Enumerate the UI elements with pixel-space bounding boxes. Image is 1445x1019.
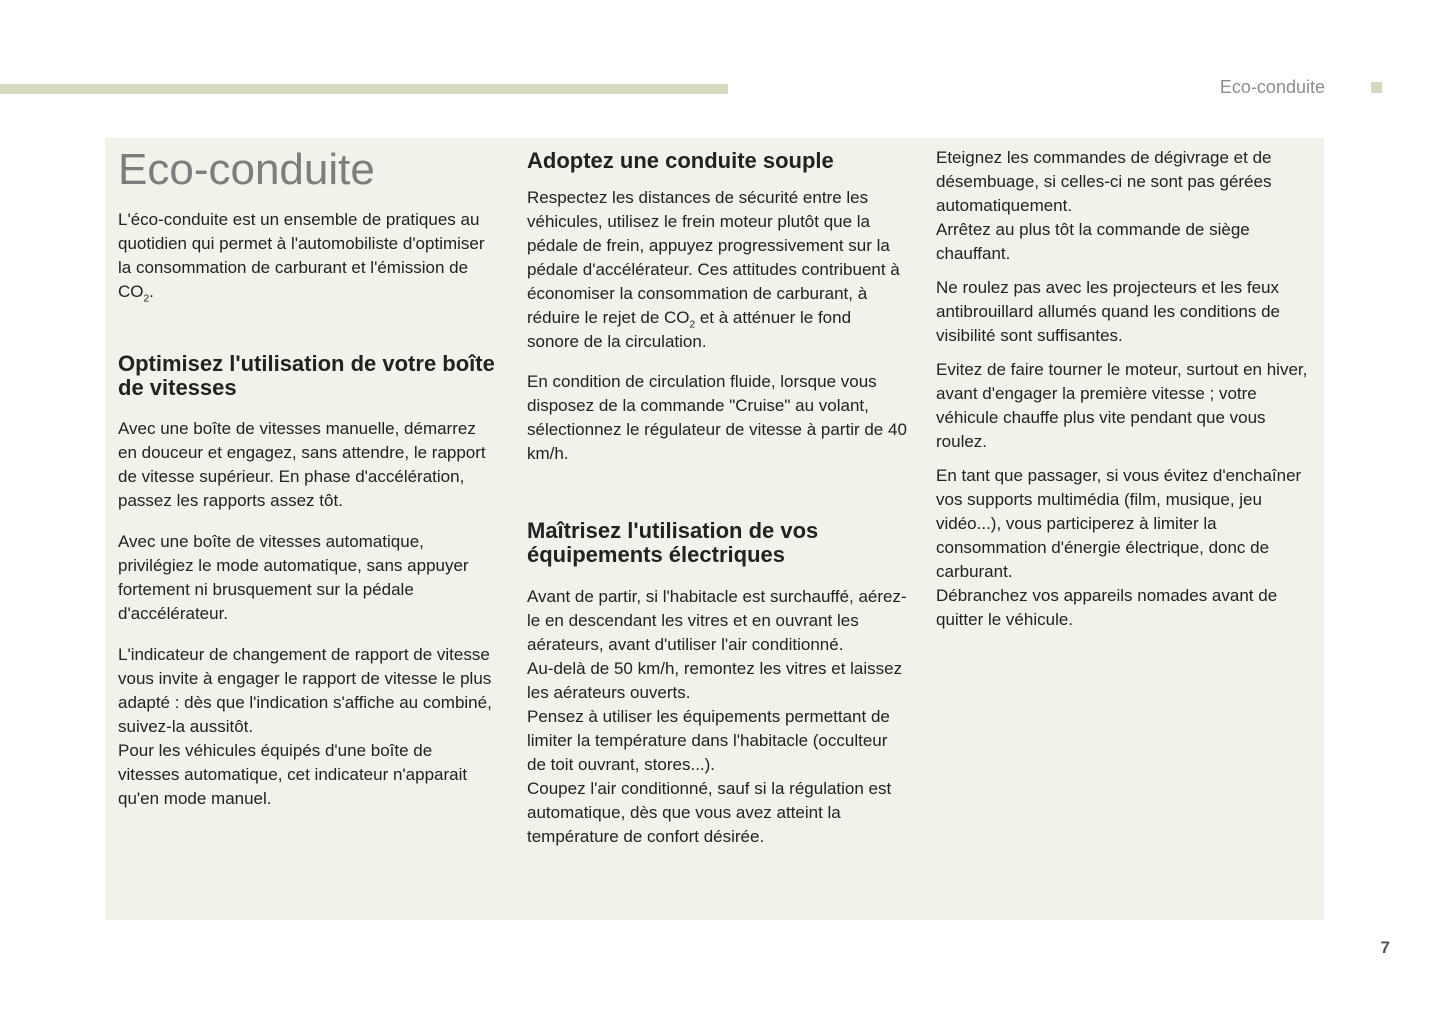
heading-gearbox: Optimisez l'utilisation de votre boîte de vitesses — [118, 351, 495, 400]
paragraph-smooth-driving — [527, 186, 907, 354]
paragraph-temperature: Pensez à utiliser les équipements permettant de limiter la température dans l'habitacle (occulteur de toit ouvrant, stores...). — [527, 707, 890, 774]
paragraph-shift-indicator-auto: Pour les véhicules équipés d'une boîte de vitesses automatique, cet indicateur n'apparait qu'en mode manuel. — [118, 741, 468, 808]
heading-smooth-driving: Adoptez une conduite souple — [527, 148, 834, 173]
paragraph-nomad-devices: Débranchez vos appareils nomades avant de quitter le véhicule. — [936, 586, 1278, 629]
paragraph-shift-indicator: L'indicateur de changement de rapport de vitesse vous invite à engager le rapport de vitesse le plus adapté : dès que l'indication s'affiche au combiné, suivez-la aussitôt. — [118, 645, 492, 736]
paragraph-manual-gearbox: Avec une boîte de vitesses manuelle, démarrez en douceur et engagez, sans attendre, le rapport de vitesse supérieur. En phase d'accélération, passez les rapports assez tôt. — [118, 419, 486, 510]
intro-text: L'éco-conduite est un ensemble de pratiques au quotidien qui permet à l'automobiliste d'optimiser la consommation de carburant et l'émission de CO — [118, 210, 485, 301]
paragraph-cruise-control: En condition de circulation fluide, lorsque vous disposez de la commande "Cruise" au volant, sélectionnez le régulateur de vitesse à partir de 40 km/h. — [527, 372, 907, 463]
paragraph-multimedia: En tant que passager, si vous évitez d'enchaîner vos supports multimédia (film, musique, jeu vidéo...), vous participerez à limiter la consommation d'énergie électrique, donc de carburant. — [936, 466, 1302, 581]
page-title: Eco-conduite — [118, 145, 375, 194]
smooth-driving-text: Respectez les distances de sécurité entre les véhicules, utilisez le frein moteur plutôt que la pédale de frein, appuyez progressivement sur la pédale d'accélérateur. Ces attitudes contribuent à économiser la consommation de carburant, à réduire le rejet de CO — [527, 188, 900, 327]
page-number: 7 — [1380, 938, 1390, 957]
paragraph-defrost: Eteignez les commandes de dégivrage et de désembuage, si celles-ci ne sont pas gérées automatiquement. — [936, 148, 1272, 215]
paragraph-engine-idle: Evitez de faire tourner le moteur, surtout en hiver, avant d'engager la première vitesse ; votre véhicule chauffe plus vite pendant que vous roulez. — [936, 360, 1308, 451]
paragraph-headlights: Ne roulez pas avec les projecteurs et les feux antibrouillard allumés quand les conditions de visibilité sont suffisantes. — [936, 278, 1280, 345]
paragraph-air-conditioning: Coupez l'air conditionné, sauf si la régulation est automatique, dès que vous avez atteint la température de confort désirée. — [527, 779, 892, 846]
paragraph-windows: Au-delà de 50 km/h, remontez les vitres et laissez les aérateurs ouverts. — [527, 659, 903, 702]
intro-paragraph — [118, 208, 498, 304]
co2-subscript: 2 — [689, 319, 696, 331]
co2-subscript: 2 — [143, 293, 150, 305]
column-3 — [936, 138, 1316, 632]
column-2 — [527, 138, 907, 849]
section-marker — [1371, 82, 1382, 93]
section-title: Eco-conduite — [1219, 77, 1325, 97]
paragraph-ventilation: Avant de partir, si l'habitacle est surchauffé, aérez-le en descendant les vitres et en ouvrant les aérateurs, avant d'utiliser l'air conditionné. — [527, 587, 907, 654]
content-panel — [105, 138, 1324, 920]
smooth-driving-end: et à atténuer le fond sonore de la circulation. — [527, 308, 852, 351]
header-accent-bar — [0, 84, 728, 94]
heading-electrical-equipment: Maîtrisez l'utilisation de vos équipements électriques — [527, 518, 819, 567]
paragraph-heated-seat: Arrêtez au plus tôt la commande de siège chauffant. — [936, 220, 1250, 263]
paragraph-automatic-gearbox: Avec une boîte de vitesses automatique, privilégiez le mode automatique, sans appuyer fortement ni brusquement sur la pédale d'accélérateur. — [118, 532, 469, 623]
column-1 — [118, 138, 498, 811]
intro-end: . — [149, 282, 154, 301]
